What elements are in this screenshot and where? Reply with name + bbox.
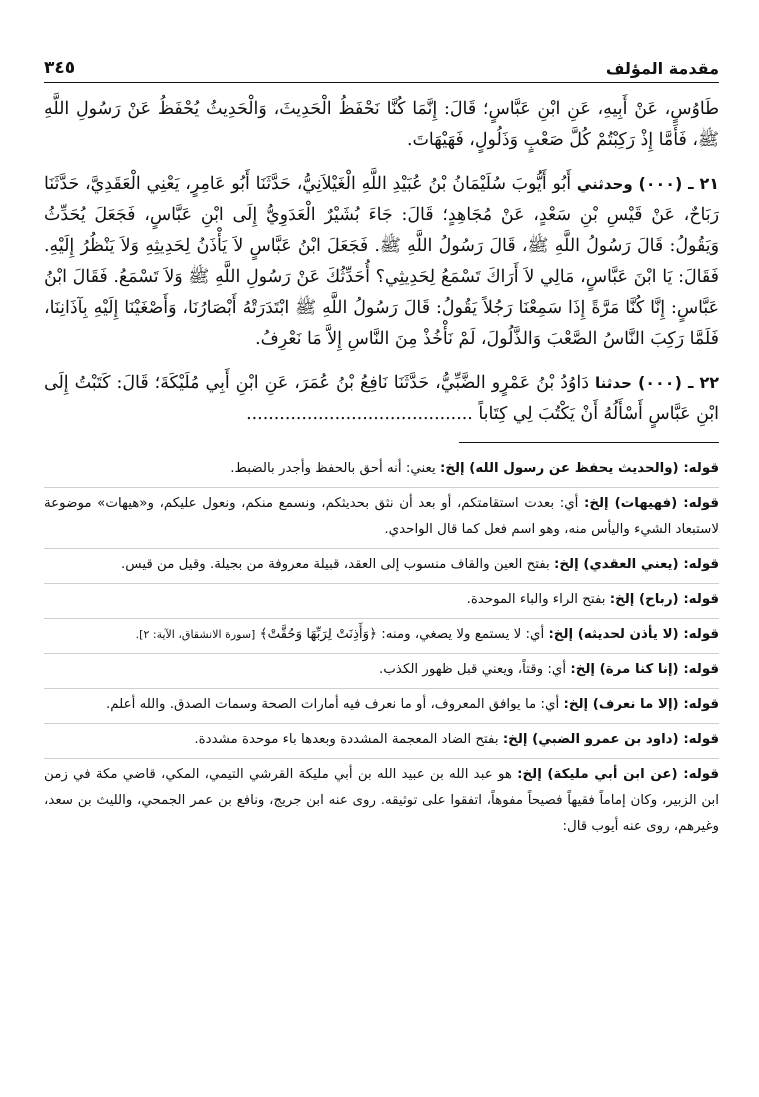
commentary-note — [44, 488, 719, 549]
note-lead: قوله: (إنا كنا مرة) إلخ: — [570, 662, 719, 677]
note-text: أي: بعدت استقامتكم، أو بعد أن نثق بحديثكم، ونسمع منكم، ونعول عليكم، و«هيهات» موضوعة لاستبعاد الشيء واليأس منه، وهو اسم فعل كما قال الواحدي. — [44, 496, 719, 537]
page-number: ٣٤٥ — [44, 58, 76, 78]
hadith-paragraph — [44, 168, 719, 355]
note-text: بفتح العين والقاف منسوب إلى العقد، قبيلة معروفة من بجيلة. وقيل من قيس. — [120, 557, 550, 572]
hadith-number: ٢١ ـ (٠٠٠) — [638, 174, 719, 193]
hadith-text: أَبُو أَيُّوبَ سُلَيْمَانُ بْنُ عُبَيْدِ اللَّهِ الْغَيْلاَنِيُّ، حَدَّثَنَا أَبُو عَامِرٍ، يَعْنِي الْعَقَدِيَّ، حَدَّثَنَا رَبَاحٌ، عَنْ قَيْسِ بْنِ سَعْدٍ، عَنْ مُجَاهِدٍ؛ قَالَ: جَاءَ بُشَيْرٌ الْعَدَوِيُّ إِلَى ابْنِ عَبَّاسٍ، فَجَعَلَ يُحَدِّثُ وَيَقُولُ: قَالَ رَسُولُ اللَّهِ ﷺ، قَالَ رَسُولُ اللَّهِ ﷺ. فَجَعَلَ ابْنُ عَبَّاسٍ لاَ يَأْذَنُ لِحَدِيثِهِ وَلاَ يَنْظُرُ إِلَيْهِ. فَقَالَ: يَا ابْنَ عَبَّاسٍ، مَالِي لاَ أَرَاكَ تَسْمَعُ لِحَدِيثِي؟ أُحَدِّثُكَ عَنْ رَسُولِ اللَّهِ ﷺ وَلاَ تَسْمَعُ. فَقَالَ ابْنُ عَبَّاسٍ: إِنَّا كُنَّا مَرَّةً إِذَا سَمِعْنَا رَجُلاً يَقُولُ: قَالَ رَسُولُ اللَّهِ ﷺ ابْتَدَرَتْهُ أَبْصَارُنَا، وَأَصْغَيْنَا إِلَيْهِ بِآذَانِنَا، فَلَمَّا رَكِبَ النَّاسُ الصَّعْبَ وَالذَّلُولَ، لَمْ نَأْخُذْ مِنَ النَّاسِ إِلاَّ مَا نَعْرِفُ. — [44, 174, 719, 349]
note-lead: قوله: (لا يأذن لحديثه) إلخ: — [548, 627, 719, 642]
note-lead: قوله: (إلا ما نعرف) إلخ: — [563, 697, 719, 712]
commentary-note — [44, 724, 719, 759]
continuation-dots: ......................................... — [246, 404, 473, 424]
commentary-note — [44, 654, 719, 689]
note-reference: [سورة الانشقاق، الآية: ٢]. — [135, 628, 256, 641]
hadith-text: طَاوُسٍ، عَنْ أَبِيهِ، عَنِ ابْنِ عَبَّاسٍ؛ قَالَ: إِنَّمَا كُنَّا نَحْفَظُ الْحَدِيثَ، وَالْحَدِيثُ يُحْفَظُ عَنْ رَسُولِ اللَّهِ ﷺ، فَأَمَّا إِذْ رَكِبْتُمْ كُلَّ صَعْبٍ وَذَلُولٍ، فَهَيْهَاتَ. — [44, 99, 719, 150]
note-text: أي: وقتاً، ويعني قبل ظهور الكذب. — [379, 662, 567, 677]
hadith-number: ٢٢ ـ (٠٠٠) — [637, 373, 720, 392]
footnote-separator — [459, 442, 719, 443]
commentary-notes — [44, 453, 719, 845]
commentary-note — [44, 584, 719, 619]
running-title: مقدمة المؤلف — [605, 59, 719, 78]
note-lead: قوله: (عن ابن أبي مليكة) إلخ: — [517, 767, 719, 782]
hadith-paragraph — [44, 93, 719, 156]
hadith-text: دَاوُدُ بْنُ عَمْرٍو الضَّبِّيُّ، حَدَّثَنَا نَافِعُ بْنُ عُمَرَ، عَنِ ابْنِ أَبِي مُلَيْكَةَ؛ قَالَ: كَتَبْتُ إِلَى ابْنِ عَبَّاسٍ أَسْأَلُهُ أَنْ يَكْتُبَ لِي كِتَاباً — [44, 373, 719, 424]
hadith-lead: حدثنا — [595, 374, 632, 392]
commentary-note — [44, 689, 719, 724]
note-text: بفتح الضاد المعجمة المشددة وبعدها باء موحدة مشددة. — [194, 732, 499, 747]
main-text — [44, 93, 719, 430]
note-text: هو عبد الله بن عبيد الله بن أبي مليكة القرشي التيمي، المكي، قاضي مكة في زمن ابن الزبير، وكان إماماً فقيهاً فصيحاً مفوهاً، اتفقوا على توثيقه. روى عنه ابن جريج، ونافع بن عمر الجمحي، والليث بن سعد، وغيرهم، روى عنه أيوب قال: — [44, 767, 719, 834]
book-page — [44, 50, 719, 1089]
hadith-paragraph — [44, 367, 719, 430]
commentary-note — [44, 619, 719, 654]
commentary-note — [44, 453, 719, 488]
note-text: بفتح الراء والباء الموحدة. — [466, 592, 606, 607]
commentary-note — [44, 759, 719, 845]
note-text: أي: ما يوافق المعروف، أو ما نعرف فيه أمارات الصحة وسمات الصدق. والله أعلم. — [106, 697, 560, 712]
commentary-note — [44, 549, 719, 584]
note-lead: قوله: (يعني العقدي) إلخ: — [554, 557, 719, 572]
note-lead: قوله: (فهيهات) إلخ: — [584, 496, 719, 511]
note-lead: قوله: (والحديث يحفظ عن رسول الله) إلخ: — [440, 461, 719, 476]
note-lead: قوله: (رباح) إلخ: — [609, 592, 719, 607]
note-text: يعني: أنه أحق بالحفظ وأجدر بالضبط. — [230, 461, 436, 476]
running-header — [44, 50, 719, 83]
hadith-lead: وحدثني — [576, 175, 633, 193]
note-text: أي: لا يستمع ولا يصغي، ومنه: ﴿وَأَذِنَتْ لِرَبِّهَا وَحُقَّتْ﴾ — [259, 627, 545, 642]
note-lead: قوله: (داود بن عمرو الضبي) إلخ: — [502, 732, 719, 747]
